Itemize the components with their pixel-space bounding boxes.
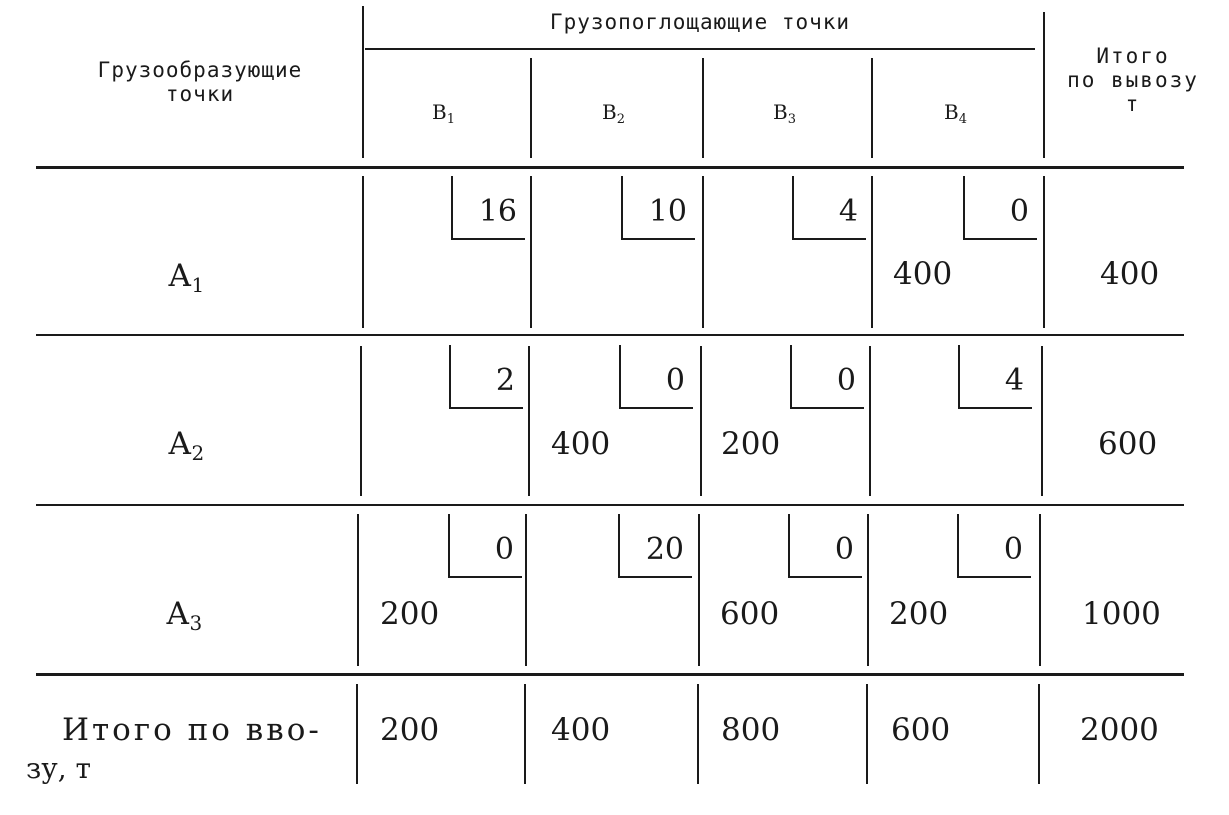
cost-value: 0 — [1003, 532, 1023, 567]
footer-total-b2: 400 — [551, 712, 611, 748]
row1-vline-2 — [702, 176, 704, 328]
cost-value: 0 — [836, 363, 856, 398]
row-divider-2 — [36, 504, 1184, 506]
row-label-a2: А2 — [168, 426, 205, 465]
cost-box-a2-b4 — [958, 345, 1030, 409]
footer-vline-2 — [697, 684, 699, 784]
row-label-a3: А3 — [166, 596, 203, 635]
row-label-a1: А1 — [168, 258, 205, 297]
header-vline-left — [362, 6, 364, 158]
column-header-b2: $В_2$ — [602, 100, 625, 127]
footer-vline-0 — [356, 684, 358, 784]
amount-a3-b1: 200 — [380, 596, 440, 632]
row2-vline-1 — [528, 346, 530, 496]
row3-vline-3 — [867, 514, 869, 666]
cost-box-a2-b3 — [790, 345, 862, 409]
row3-vline-0 — [357, 514, 359, 666]
cost-value: 0 — [665, 363, 685, 398]
header-vline-b2b3 — [702, 58, 704, 158]
header-vline-b1b2 — [530, 58, 532, 158]
cost-value: 0 — [834, 532, 854, 567]
row1-vline-4 — [1043, 176, 1045, 328]
total-out-header: Итого по вывозу т — [1067, 44, 1199, 116]
amount-a2-b3: 200 — [721, 426, 781, 462]
cost-box-a3-b3 — [788, 514, 860, 578]
supply-points-header: Грузообразующие точки — [97, 58, 303, 106]
row2-vline-2 — [700, 346, 702, 496]
cost-box-a1-b3 — [792, 176, 864, 240]
cost-box-a2-b1 — [449, 345, 521, 409]
footer-vline-1 — [524, 684, 526, 784]
cost-value: 20 — [645, 532, 684, 567]
cost-value: 2 — [495, 363, 515, 398]
row2-vline-3 — [869, 346, 871, 496]
grand-total: 2000 — [1080, 712, 1159, 748]
header-vline-right — [1043, 12, 1045, 158]
amount-a3-b3: 600 — [720, 596, 780, 632]
row-total-a1: 400 — [1100, 256, 1160, 292]
header-bottom-rule — [36, 166, 1184, 169]
footer-total-b3: 800 — [721, 712, 781, 748]
column-header-b4: $В_4$ — [944, 100, 967, 127]
cost-box-a3-b1 — [448, 514, 520, 578]
row-divider-3 — [36, 673, 1184, 676]
amount-a3-b4: 200 — [889, 596, 949, 632]
cost-box-a1-b4 — [963, 176, 1035, 240]
footer-label-line1: Итого по вво- — [62, 712, 322, 748]
cost-value: 0 — [494, 532, 514, 567]
row1-vline-1 — [530, 176, 532, 328]
cost-value: 0 — [1009, 194, 1029, 229]
cost-box-a1-b1 — [451, 176, 523, 240]
row3-vline-2 — [698, 514, 700, 666]
row1-vline-3 — [871, 176, 873, 328]
row2-vline-0 — [360, 346, 362, 496]
row3-vline-1 — [525, 514, 527, 666]
cost-box-a3-b4 — [957, 514, 1029, 578]
row1-vline-0 — [362, 176, 364, 328]
row-total-a2: 600 — [1098, 426, 1158, 462]
amount-a2-b2: 400 — [551, 426, 611, 462]
row-divider-1 — [36, 334, 1184, 336]
cost-box-a2-b2 — [619, 345, 691, 409]
cost-value: 10 — [648, 194, 687, 229]
column-header-b3: $В_3$ — [773, 100, 796, 127]
demand-points-header: Грузопоглощающие точки — [549, 10, 851, 34]
footer-label-line2: зу, т — [26, 752, 92, 785]
header-group-underline — [365, 48, 1035, 50]
row-total-a3: 1000 — [1082, 596, 1161, 632]
column-header-b1: $В_1$ — [432, 100, 455, 127]
footer-total-b1: 200 — [380, 712, 440, 748]
footer-vline-4 — [1038, 684, 1040, 784]
cost-value: 4 — [1004, 363, 1024, 398]
cost-value: 16 — [478, 194, 517, 229]
footer-vline-3 — [866, 684, 868, 784]
row3-vline-4 — [1039, 514, 1041, 666]
cost-value: 4 — [838, 194, 858, 229]
header-vline-b3b4 — [871, 58, 873, 158]
footer-total-b4: 600 — [891, 712, 951, 748]
amount-a1-b4: 400 — [893, 256, 953, 292]
cost-box-a3-b2 — [618, 514, 690, 578]
cost-box-a1-b2 — [621, 176, 693, 240]
row2-vline-4 — [1041, 346, 1043, 496]
